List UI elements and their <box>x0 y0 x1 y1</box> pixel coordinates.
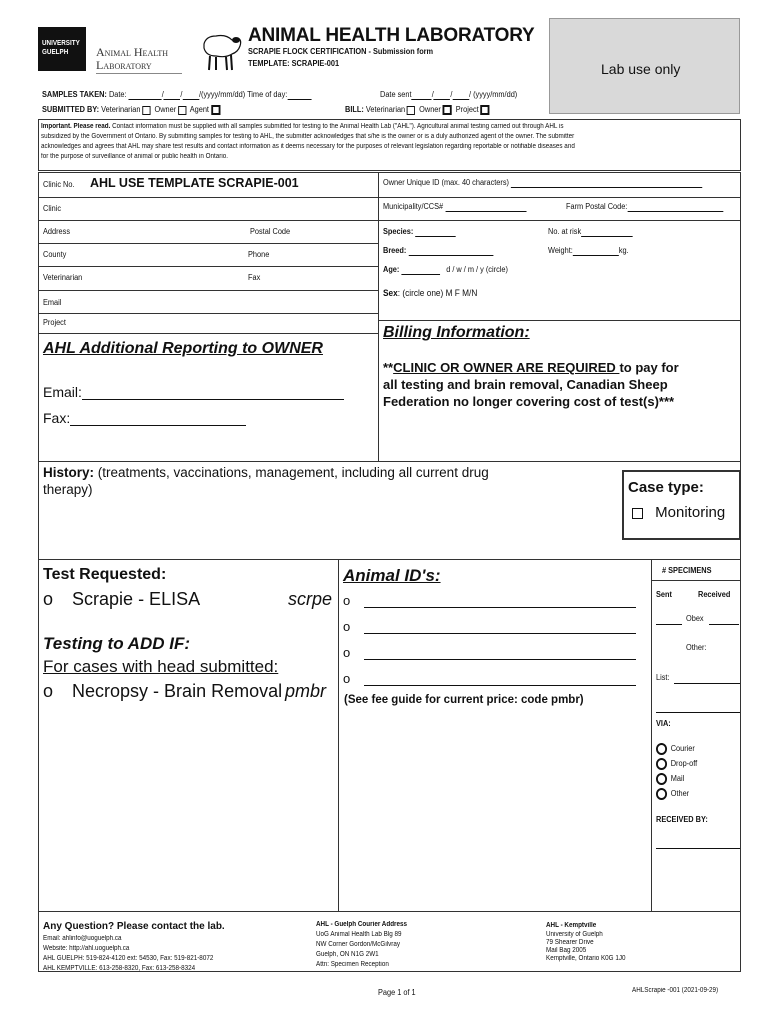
lab-logo-line2: Laboratory <box>96 58 152 72</box>
project-label: Project <box>43 318 66 327</box>
via-other-label: Other <box>670 789 690 799</box>
date-format-label: (yyyy/mm/dd) <box>201 90 246 99</box>
animal-id-field[interactable] <box>364 673 636 686</box>
postal-code-label: Postal Code <box>250 227 291 236</box>
footer-email[interactable]: Email: ahlinfo@uoguelph.ca <box>43 935 122 942</box>
test-code-pmbr: pmbr <box>285 681 327 701</box>
via-courier-label: Courier <box>670 744 695 754</box>
municipality-label: Municipality/CCS# <box>383 202 444 211</box>
history-text <box>43 465 489 480</box>
via-courier[interactable] <box>656 743 695 755</box>
date-year-field[interactable] <box>129 90 162 100</box>
history-text-2: therapy) <box>43 482 93 497</box>
courier-line: UoG Animal Health Lab Blg 89 <box>316 931 402 938</box>
animal-id-row[interactable] <box>343 593 636 608</box>
case-type-box <box>622 470 741 540</box>
billing-rest: to pay for <box>619 360 679 375</box>
courier-line: Guelph, ON N1G 2W1 <box>316 951 379 958</box>
add-if-sub: For cases with head submitted: <box>43 657 279 676</box>
samples-taken-row: SAMPLES TAKEN: Date: / / /(yyyy/mm/dd) Time of day: <box>42 90 311 100</box>
lab-logo-line1: Animal Health <box>96 45 169 59</box>
important-line-4: for the purpose of surveillance of animal or public health in Ontario. <box>41 153 229 160</box>
date-sent-label: Date sent <box>380 90 412 99</box>
monitoring-checkbox[interactable] <box>632 508 643 519</box>
date-label: Date: <box>108 90 127 99</box>
submitted-vet-checkbox[interactable] <box>142 106 150 115</box>
date-month-field[interactable] <box>164 90 181 100</box>
owner-id-row <box>383 178 702 188</box>
test-name: Necropsy - Brain Removal <box>72 681 283 701</box>
bill-project-checkbox[interactable] <box>481 105 490 115</box>
received-by-field[interactable] <box>656 848 740 849</box>
sent-label: Sent <box>656 590 672 599</box>
date-sent-day[interactable] <box>452 90 469 100</box>
weight-field[interactable] <box>573 246 619 256</box>
breed-label: Breed: <box>383 246 407 255</box>
case-type-monitoring[interactable] <box>630 504 725 521</box>
important-line-3: acknowledges and agrees that AHL may share test results and contact information as it deems necessary for the purposes of relevant legislation regarding reportable or notifiable diseases and <box>41 143 575 150</box>
farm-postal-label: Farm Postal Code: <box>566 202 628 211</box>
animal-id-row[interactable] <box>343 619 636 634</box>
page-number: Page 1 of 1 <box>378 988 416 997</box>
important-line-2: subsidized by the Government of Ontario. By submitting samples for testing to AHL, the submitter acknowledges that s/he is the owner or is a duly authorized agent of the owner. The submitter <box>41 133 575 140</box>
monitoring-label: Monitoring <box>655 504 726 521</box>
test-bullet: o <box>43 589 54 609</box>
footer-guelph-phone: AHL GUELPH: 519-824-4120 ext: 54530, Fax: 519-821-8072 <box>43 955 214 962</box>
bill-row <box>345 105 492 115</box>
at-risk-label: No. at risk <box>548 227 582 236</box>
reporting-email-row <box>43 384 344 400</box>
billing-line-1 <box>383 360 679 375</box>
sex-label: Sex <box>383 288 398 298</box>
email-label: Email <box>43 298 62 307</box>
submitted-owner-label: Owner <box>154 105 177 115</box>
animal-id-field[interactable] <box>364 595 636 608</box>
test-code-scrpe: scrpe <box>288 589 333 609</box>
time-label: Time of day: <box>247 90 288 99</box>
list-field[interactable] <box>674 683 740 684</box>
breed-field[interactable] <box>408 246 493 256</box>
weight-row <box>548 246 629 256</box>
farm-postal-row <box>566 202 723 212</box>
kemptville-line: University of Guelph <box>546 931 603 938</box>
submitted-agent-label: Agent <box>189 105 209 115</box>
important-lead: Important. Please read. <box>41 123 111 130</box>
bill-vet-label: Veterinarian <box>365 105 406 115</box>
via-dropoff-label: Drop-off <box>670 759 698 769</box>
billing-title: Billing Information: <box>383 324 530 341</box>
via-label: VIA: <box>656 719 671 728</box>
courier-title: AHL - Guelph Courier Address <box>316 921 408 928</box>
municipality-row <box>383 202 526 212</box>
at-risk-row <box>548 227 633 237</box>
animal-id-row[interactable] <box>343 645 636 660</box>
animal-id-bullet: o <box>343 593 351 608</box>
logo-guelph-text: GUELPH <box>42 49 69 56</box>
specimens-title: # SPECIMENS <box>662 566 712 575</box>
history-label: History: <box>43 465 95 480</box>
animal-id-bullet: o <box>343 619 351 634</box>
form-subtitle: SCRAPIE FLOCK CERTIFICATION - Submission form <box>248 47 434 56</box>
veterinarian-label: Veterinarian <box>43 273 83 282</box>
submitted-vet-label: Veterinarian <box>101 105 141 115</box>
form-title: ANIMAL HEALTH LABORATORY <box>248 25 535 46</box>
footer-question: Any Question? Please contact the lab. <box>43 921 225 932</box>
sheep-icon <box>196 26 244 74</box>
fee-note: (See fee guide for current price: code pmbr) <box>344 694 584 706</box>
submitted-by-row <box>42 105 222 115</box>
reporting-email-field[interactable] <box>82 385 344 400</box>
via-dropoff-radio[interactable] <box>656 758 667 770</box>
list-field-2[interactable] <box>656 712 740 713</box>
phone-label: Phone <box>248 250 270 259</box>
age-field[interactable] <box>401 265 440 275</box>
farm-postal-field[interactable] <box>627 202 723 212</box>
animal-id-row[interactable] <box>343 671 636 686</box>
important-text-1: Contact information must be supplied with all samples submitted for testing to the Animal Health Lab ("AHL"). Agricultural animal testing carried out through AHL is <box>112 123 564 130</box>
breed-row <box>383 246 493 256</box>
footer-kemptville-phone: AHL KEMPTVILLE: 613-258-8320, Fax: 613-258-8324 <box>43 965 196 972</box>
test-item-scrapie[interactable] <box>43 589 200 610</box>
reporting-fax-label: Fax: <box>43 410 71 426</box>
weight-label: Weight: <box>548 246 573 255</box>
obex-label: Obex <box>686 614 704 623</box>
test-bullet: o <box>43 681 54 701</box>
owner-id-label: Owner Unique ID (max. 40 characters) <box>383 178 509 187</box>
courier-line: NW Corner Gordon/McGilvray <box>316 941 401 948</box>
clinic-no-value[interactable]: AHL USE TEMPLATE SCRAPIE-001 <box>90 176 299 190</box>
at-risk-field[interactable] <box>581 227 633 237</box>
doc-code: AHLScrapie -001 (2021-09-29) <box>632 987 719 994</box>
kemptville-line: Kemptville, Ontario K0G 1J0 <box>546 955 626 962</box>
list-label: List: <box>656 673 670 682</box>
date-sent-format: (yyyy/mm/dd) <box>473 90 518 99</box>
animal-id-bullet: o <box>343 645 351 660</box>
bill-vet-checkbox[interactable] <box>407 106 415 115</box>
template-code: TEMPLATE: SCRAPIE-001 <box>248 59 340 68</box>
time-field[interactable] <box>287 90 311 100</box>
county-label: County <box>43 250 67 259</box>
via-other[interactable] <box>656 788 689 800</box>
samples-taken-label: SAMPLES TAKEN: <box>42 90 107 99</box>
case-type-title: Case type: <box>628 479 704 496</box>
lab-use-label: Lab use only <box>601 61 681 77</box>
animal-id-bullet: o <box>343 671 351 686</box>
weight-unit: kg. <box>618 246 629 255</box>
important-notice <box>38 119 741 171</box>
municipality-field[interactable] <box>445 202 526 212</box>
species-label: Species: <box>383 227 414 236</box>
via-mail-radio[interactable] <box>656 773 667 785</box>
kemptville-line: Mail Bag 2005 <box>546 947 587 954</box>
history-field[interactable] <box>43 500 613 550</box>
tests-block <box>38 560 741 912</box>
submitted-by-label: SUBMITTED BY: <box>42 105 100 115</box>
date-day-field[interactable] <box>182 90 199 100</box>
address-label: Address <box>43 227 71 236</box>
footer-website[interactable]: Website: http://ahl.uoguelph.ca <box>43 945 130 952</box>
logo-university-text: UNIVERSITY <box>42 40 80 47</box>
via-dropoff[interactable] <box>656 758 697 770</box>
obex-sent-field[interactable] <box>656 624 682 625</box>
history-desc: (treatments, vaccinations, management, including all current drug <box>94 465 489 480</box>
date-sent-row: Date sent / / / (yyyy/mm/dd) <box>380 90 518 99</box>
clinic-no-label: Clinic No. <box>43 180 75 189</box>
age-units: d / w / m / y (circle) <box>446 265 508 274</box>
bill-label: BILL: <box>345 105 364 115</box>
date-sent-month[interactable] <box>434 90 451 100</box>
species-row <box>383 227 456 237</box>
reporting-fax-row <box>43 410 246 426</box>
courier-line: Attn: Specimen Reception <box>316 961 389 968</box>
reporting-email-label: Email: <box>43 384 82 400</box>
lab-use-box <box>549 18 740 114</box>
submitted-agent-checkbox[interactable] <box>211 105 220 115</box>
received-label: Received <box>698 590 731 599</box>
owner-id-field[interactable] <box>511 178 702 188</box>
sex-row <box>383 288 477 298</box>
reporting-title: AHL Additional Reporting to OWNER <box>43 340 323 357</box>
billing-line-2: all testing and brain removal, Canadian Sheep <box>383 377 668 392</box>
bill-owner-label: Owner <box>419 105 441 115</box>
animal-id-field[interactable] <box>364 621 636 634</box>
age-row <box>383 265 508 275</box>
bill-project-label: Project <box>455 105 479 115</box>
clinic-label: Clinic <box>43 204 61 213</box>
date-sent-year[interactable] <box>412 90 432 100</box>
reporting-fax-field[interactable] <box>70 411 246 426</box>
via-courier-radio[interactable] <box>656 743 667 755</box>
via-mail-label: Mail <box>670 774 685 784</box>
tests-title: Test Requested: <box>43 566 167 583</box>
test-name: Scrapie - ELISA <box>72 589 201 609</box>
billing-required: CLINIC OR OWNER ARE REQUIRED <box>393 360 620 375</box>
important-line-1 <box>41 122 564 131</box>
fax-label: Fax <box>248 273 261 282</box>
obex-received-field[interactable] <box>709 624 739 625</box>
via-other-radio[interactable] <box>656 788 667 800</box>
animal-ids-title: Animal ID's: <box>343 566 441 585</box>
other-specimen-label: Other: <box>686 643 707 652</box>
university-logo <box>38 27 86 71</box>
submitted-owner-checkbox[interactable] <box>178 106 186 115</box>
kemptville-title: AHL - Kemptville <box>546 922 597 929</box>
received-by-label: RECEIVED BY: <box>656 815 708 824</box>
age-label: Age: <box>383 265 400 274</box>
via-mail[interactable] <box>656 773 684 785</box>
bill-owner-checkbox[interactable] <box>443 105 452 115</box>
species-field[interactable] <box>415 227 455 237</box>
animal-id-field[interactable] <box>364 647 636 660</box>
sex-options: : (circle one) M F M/N <box>397 288 478 298</box>
billing-line-3: Federation no longer covering cost of test(s)*** <box>383 394 675 409</box>
kemptville-line: 79 Shearer Drive <box>546 939 594 946</box>
add-if-title: Testing to ADD IF: <box>43 634 190 653</box>
billing-prefix: ** <box>383 360 394 375</box>
test-item-necropsy[interactable] <box>43 681 282 702</box>
